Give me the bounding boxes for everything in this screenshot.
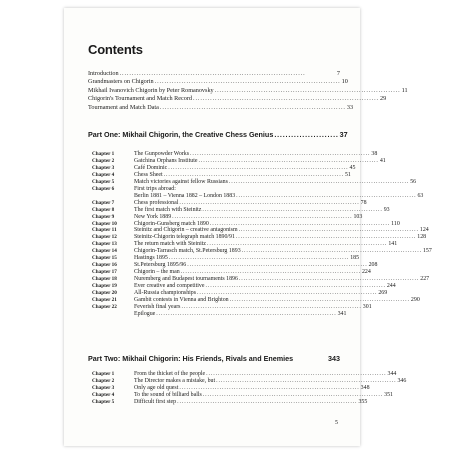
chapter-number: Chapter 7 — [92, 199, 115, 206]
chapter-number: Chapter 3 — [92, 384, 115, 391]
chapter-page: 348 — [360, 384, 370, 391]
chapter-page: 110 — [391, 220, 400, 227]
chapter-title: Steinitz-Chigorin telegraph match 1890/91 — [134, 234, 235, 241]
entry-title: Chigorin's Tournament and Match Record — [88, 95, 193, 103]
chapter-title: Epilogue — [134, 310, 156, 317]
entry-page: 29 — [379, 95, 387, 103]
chapter-page: 45 — [349, 164, 356, 171]
chapter-entry — [92, 384, 370, 392]
chapter-page: 185 — [350, 255, 360, 262]
chapter-title: Chigorin-Gunsberg match 1890 — [134, 220, 209, 227]
leader-dots: ............................................................................ — [163, 171, 344, 178]
chapter-title: Hastings 1895 — [134, 255, 168, 262]
leader-dots: ............................................................................ — [238, 276, 420, 283]
leader-dots: ............................................................................ — [180, 269, 361, 276]
leader-dots: ............................................................................ — [229, 297, 410, 304]
leader-dots: ............................................................................ — [187, 262, 368, 269]
chapter-title: Feverish final years — [134, 303, 181, 310]
leader-dots: ............................................................................ — [154, 78, 341, 86]
chapter-title: Chess Sheet — [134, 171, 163, 178]
leader-dots: ............................................................................ — [168, 164, 349, 171]
leader-dots: ............................................................................ — [119, 70, 306, 77]
leader-dots: ............................................................................ — [177, 398, 358, 405]
chapter-page: 124 — [419, 227, 429, 234]
entry-title: Mikhail Ivanovich Chigorin by Peter Romanovsky — [88, 86, 214, 94]
chapter-title: The return match with Steinitz — [134, 241, 206, 248]
chapter-title: Chess professional — [134, 199, 179, 206]
part-two-title: Part Two: Mikhail Chigorin: His Friends, Rivals and Enemies — [88, 354, 294, 363]
chapter-page: 227 — [420, 276, 430, 283]
chapter-page: 56 — [410, 178, 417, 185]
chapter-entry — [92, 164, 356, 172]
chapter-entry — [92, 371, 397, 378]
part-one-chapter-list — [92, 151, 432, 318]
chapter-title: The Gunpowder Works — [134, 151, 190, 157]
chapter-number: Chapter 1 — [92, 151, 115, 157]
chapter-number: Chapter 4 — [92, 391, 115, 398]
chapter-entry — [92, 241, 398, 248]
chapter-number: Chapter 1 — [92, 371, 115, 377]
chapter-entry — [92, 303, 372, 311]
leader-dots: ............................................................................ — [181, 303, 362, 310]
chapter-number: Chapter 14 — [92, 248, 117, 255]
leader-dots: ............................................................................ — [197, 290, 378, 297]
chapter-entry — [92, 269, 371, 276]
toc-entry — [88, 70, 340, 78]
chapter-page: 63 — [417, 192, 424, 199]
toc-entry — [88, 78, 348, 86]
chapter-entry — [92, 398, 368, 406]
chapter-number: Chapter 11 — [92, 227, 117, 234]
chapter-page: 355 — [358, 398, 368, 405]
chapter-page: 157 — [422, 248, 432, 255]
chapter-title: Berlin 1881 – Vienna 1882 – London 1883 — [134, 192, 236, 199]
chapter-page: 290 — [410, 297, 420, 304]
chapter-entry — [92, 290, 388, 297]
chapter-title: Gambit contests in Vienna and Brighton — [134, 297, 229, 304]
chapter-number: Chapter 2 — [92, 157, 115, 164]
chapter-title: Steinitz and Chigorin – creative antagonism — [134, 227, 238, 234]
chapter-page: 93 — [383, 206, 390, 213]
chapter-title: From the thicket of the people — [134, 371, 206, 377]
chapter-entry — [92, 186, 338, 193]
chapter-number: Chapter 2 — [92, 377, 115, 384]
chapter-title: To the sound of billiard balls — [134, 391, 202, 398]
chapter-entry — [92, 206, 390, 214]
entry-title: Grandmasters on Chigorin — [88, 78, 154, 86]
part-one-page: 37 — [339, 130, 348, 139]
leader-dots: ............................................................................ — [235, 234, 417, 241]
leader-dots: ............................................................................ — [193, 95, 379, 103]
part-one-title: Part One: Mikhail Chigorin, the Creative Chess Genius — [88, 130, 274, 139]
chapter-page: 141 — [388, 241, 398, 248]
chapter-number: Chapter 12 — [92, 234, 117, 241]
chapter-page: 51 — [344, 171, 351, 178]
leader-dots: ............................................................................ — [209, 220, 391, 227]
chapter-number: Chapter 16 — [92, 262, 117, 269]
chapter-title: Difficult first step — [134, 398, 177, 405]
chapter-number: Chapter 9 — [92, 213, 115, 220]
chapter-number: Chapter 19 — [92, 283, 117, 290]
entry-page: 10 — [341, 78, 348, 86]
chapter-number: Chapter 15 — [92, 255, 117, 262]
chapter-page: 78 — [360, 199, 367, 206]
part-two-page: 343 — [328, 354, 340, 363]
page-number: 5 — [335, 420, 338, 426]
chapter-entry — [92, 192, 424, 200]
chapter-page: 103 — [353, 213, 363, 220]
chapter-title: First trips abroad: — [134, 185, 176, 192]
chapter-title: Chigorin-Tarrasch match, St.Petersburg 1893 — [134, 248, 241, 255]
leader-dots: ............................................................................ — [156, 310, 337, 317]
chapter-entry — [92, 377, 407, 385]
chapter-page: 41 — [379, 157, 386, 164]
chapter-entry — [92, 283, 396, 290]
chapter-entry — [92, 157, 386, 165]
chapter-entry — [92, 227, 429, 234]
leader-dots: ............................................................................ — [179, 199, 360, 206]
chapter-entry — [92, 310, 347, 318]
chapter-page: 38 — [371, 151, 378, 157]
chapter-page: 301 — [362, 303, 372, 310]
leader-dots: ............................................................................ — [202, 391, 384, 398]
toc-entry — [88, 103, 354, 112]
chapter-title: The first match with Steinitz — [134, 206, 202, 213]
chapter-number: Chapter 13 — [92, 241, 117, 248]
chapter-entry — [92, 151, 378, 158]
chapter-page: 344 — [387, 371, 397, 377]
leader-dots: ....................... — [274, 130, 339, 139]
entry-title: Introduction — [88, 70, 119, 77]
chapter-entry — [92, 276, 430, 283]
leader-dots: ............................................................................ — [241, 248, 422, 255]
chapter-number: Chapter 22 — [92, 303, 117, 310]
chapter-title: Ever creative and competitive — [134, 283, 205, 290]
chapter-entry — [92, 171, 351, 179]
leader-dots: ............................................................................ — [172, 213, 353, 220]
toc-entry — [88, 95, 387, 103]
chapter-entry — [92, 234, 427, 241]
leader-dots: ............................................................................ — [236, 192, 417, 199]
toc-entry — [88, 86, 408, 95]
chapter-title: Match victories against fellow Russians — [134, 178, 228, 185]
leader-dots: ............................................................................ — [216, 377, 397, 384]
leader-dots: ............................................................................ — [159, 103, 346, 111]
entry-title: Tournament and Match Data — [88, 103, 159, 111]
chapter-number: Chapter 3 — [92, 164, 115, 171]
chapter-title: Only age old quest — [134, 384, 179, 391]
chapter-title: Gatchina Orphans Institute — [134, 157, 198, 164]
chapter-page: 128 — [417, 234, 427, 241]
chapter-page: 224 — [361, 269, 371, 276]
intro-list — [88, 70, 408, 112]
chapter-number: Chapter 21 — [92, 297, 117, 304]
chapter-number: Chapter 10 — [92, 220, 117, 227]
chapter-number: Chapter 18 — [92, 276, 117, 283]
leader-dots: ............................................................................ — [206, 371, 387, 377]
chapter-entry — [92, 199, 367, 207]
leader-dots: ............................................................................ — [198, 157, 379, 164]
chapter-number: Chapter 4 — [92, 171, 115, 178]
chapter-title: Café Dominic — [134, 164, 168, 171]
part-two-chapter-list — [92, 371, 407, 406]
chapter-entry — [92, 220, 400, 228]
chapter-number: Chapter 17 — [92, 269, 117, 276]
leader-dots: ............................................................................ — [228, 178, 410, 185]
chapter-entry — [92, 178, 417, 186]
part-two-heading — [88, 354, 340, 363]
chapter-page: 208 — [368, 262, 378, 269]
part-one-heading — [88, 130, 348, 139]
chapter-title: St.Petersburg 1895/96 — [134, 262, 187, 269]
entry-page: 7 — [336, 70, 340, 77]
leader-dots: ............................................................................ — [202, 206, 383, 213]
leader-dots: ............................................................................ — [168, 255, 350, 262]
chapter-number: Chapter 8 — [92, 206, 115, 213]
entry-page: 11 — [401, 86, 408, 94]
chapter-entry — [92, 255, 360, 262]
chapter-entry — [92, 297, 420, 304]
chapter-entry — [92, 262, 378, 269]
chapter-page: 244 — [386, 283, 396, 290]
chapter-page: 269 — [378, 290, 388, 297]
chapter-title: Nuremberg and Budapest tournaments 1896 — [134, 276, 238, 283]
leader-dots: ............................................................................ — [238, 227, 419, 234]
chapter-page: 346 — [397, 377, 407, 384]
chapter-number: Chapter 5 — [92, 398, 115, 405]
chapter-title: All-Russia championships — [134, 290, 197, 297]
leader-dots: ............................................................................ — [206, 241, 388, 248]
chapter-number: Chapter 5 — [92, 178, 115, 185]
leader-dots: ............................................................................ — [205, 283, 386, 290]
leader-dots: ............................................................................ — [214, 86, 401, 94]
chapter-title: New York 1889 — [134, 213, 172, 220]
entry-page: 33 — [346, 103, 354, 111]
leader-dots: ............................................................................ — [179, 384, 360, 391]
chapter-title: The Director makes a mistake, but — [134, 377, 216, 384]
chapter-entry — [92, 391, 393, 399]
book-page — [64, 8, 432, 446]
chapter-title: Chigorin – the man — [134, 269, 180, 276]
chapter-entry — [92, 248, 432, 255]
chapter-entry — [92, 213, 363, 221]
chapter-number: Chapter 20 — [92, 290, 117, 297]
page-title: Contents — [88, 42, 143, 57]
leader-dots: ............................................................................ — [190, 151, 371, 157]
chapter-number: Chapter 6 — [92, 185, 115, 192]
chapter-page: 341 — [337, 310, 347, 317]
chapter-page: 351 — [384, 391, 393, 398]
